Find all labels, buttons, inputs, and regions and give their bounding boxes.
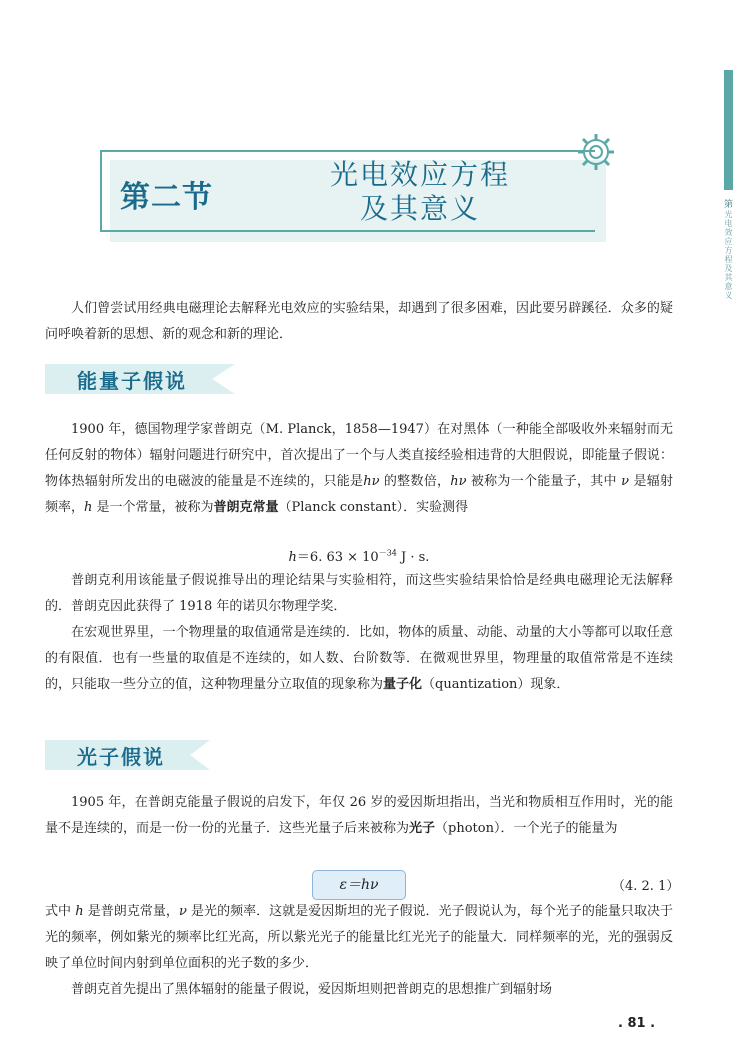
text-run: 是一个常量，被称为 xyxy=(92,500,214,515)
paragraph-continuation: 普朗克首先提出了黑体辐射的能量子假说，爱因斯坦则把普朗克的思想推广到辐射场 xyxy=(71,982,553,997)
symbol-nu: ν xyxy=(178,904,187,919)
symbol-hv: hν xyxy=(450,474,467,489)
text-run: （photon）．一个光子的能量为 xyxy=(435,821,618,836)
eq-value: ＝6. 63 × 10 xyxy=(296,550,379,565)
eq-exponent: －34 xyxy=(378,548,397,558)
edge-tab-bar xyxy=(724,70,733,190)
text-run: 是辐射频率， xyxy=(45,474,673,515)
subheading-text: 能量子假说 xyxy=(77,369,187,393)
paragraph-einstein xyxy=(45,790,673,842)
paragraph-photon-hypothesis xyxy=(45,899,673,977)
edge-tab-char: 第 xyxy=(724,200,733,210)
section-number: 第二节 xyxy=(120,180,213,215)
equation-planck-constant xyxy=(45,546,673,565)
paragraph-planck xyxy=(45,417,673,521)
equation-number: （4. 2. 1） xyxy=(612,879,680,894)
text-run: 的整数倍， xyxy=(379,474,451,489)
symbol-hv: hν xyxy=(363,474,380,489)
equation-photon-energy: ε＝hν xyxy=(312,870,406,900)
edge-tab-text xyxy=(724,200,733,300)
symbol-h: h xyxy=(84,500,93,515)
text-run: 在宏观世界里，一个物理量的取值通常是连续的．比如，物体的质量、动能、动量的大小等都可以取任意的有限值．也有一些量的取值是不连续的，如人数、台阶数等．在微观世界里，物理量的取值常常是不连续的，只能取一些分立的值，这种物理量分立取值的现象称为 xyxy=(45,625,673,692)
section-title-line2: 及其意义 xyxy=(359,192,480,225)
text-run: 1905 年，在普朗克能量子假说的启发下，年仅 26 岁的爱因斯坦指出，当光和物质相互作用时，光的能量不是连续的，而是一份一份的光量子．这些光量子后来被称为 xyxy=(45,795,673,836)
gear-icon xyxy=(574,130,618,174)
term-quantization: 量子化 xyxy=(383,677,423,692)
symbol-nu: ν xyxy=(621,474,630,489)
text-run: 式中 xyxy=(45,904,76,919)
text-run: 是光的频率．这就是爱因斯坦的光子假说．光子假说认为，每个光子的能量只取决于光的频率，例如紫光的频率比红光高，所以紫光光子的能量比红光光子的能量大．同样频率的光，光的强弱反映了单位时间内射到单位面积的光子数的多少． xyxy=(45,904,673,971)
text-run: 1900 年，德国物理学家普朗克（M. Planck，1858—1947）在对黑体（一种能全部吸收外来辐射而无任何反射的物体）辐射问题进行研究中，首次提出了一个与人类直接经验相违背的大胆假说，即能量子假说：物体热辐射所发出的电磁波的能量是不连续的，只能是 xyxy=(45,422,673,489)
text-run: 被称为一个能量子，其中 xyxy=(466,474,622,489)
page-number: . 81 . xyxy=(618,1016,656,1031)
text-run: （quantization）现象． xyxy=(422,677,570,692)
subheading-text: 光子假说 xyxy=(77,745,165,769)
symbol-h: h xyxy=(75,904,84,919)
term-photon: 光子 xyxy=(409,821,436,836)
intro-paragraph: 人们曾尝试用经典电磁理论去解释光电效应的实验结果，却遇到了很多困难，因此要另辟蹊径．众多的疑问呼唤着新的思想、新的观念和新的理论． xyxy=(45,301,673,342)
section-title-line1: 光电效应方程 xyxy=(329,158,510,191)
edge-tab-small: 光电效应方程及其意义 xyxy=(724,210,733,300)
text-run: （Planck constant）．实验测得 xyxy=(278,500,469,515)
eq-unit: J · s. xyxy=(396,550,430,565)
section-title xyxy=(300,158,540,226)
subheading-energy-quantum xyxy=(45,364,235,394)
term-planck-constant: 普朗克常量 xyxy=(213,500,279,515)
subheading-photon xyxy=(45,740,210,770)
text-run: 是普朗克常量， xyxy=(83,904,179,919)
paragraph-quantization xyxy=(45,620,673,698)
paragraph-nobel: 普朗克利用该能量子假说推导出的理论结果与实验相符，而这些实验结果恰恰是经典电磁理论无法解释的．普朗克因此获得了 1918 年的诺贝尔物理学奖． xyxy=(45,573,673,614)
eq-symbol-h: h xyxy=(288,550,297,565)
